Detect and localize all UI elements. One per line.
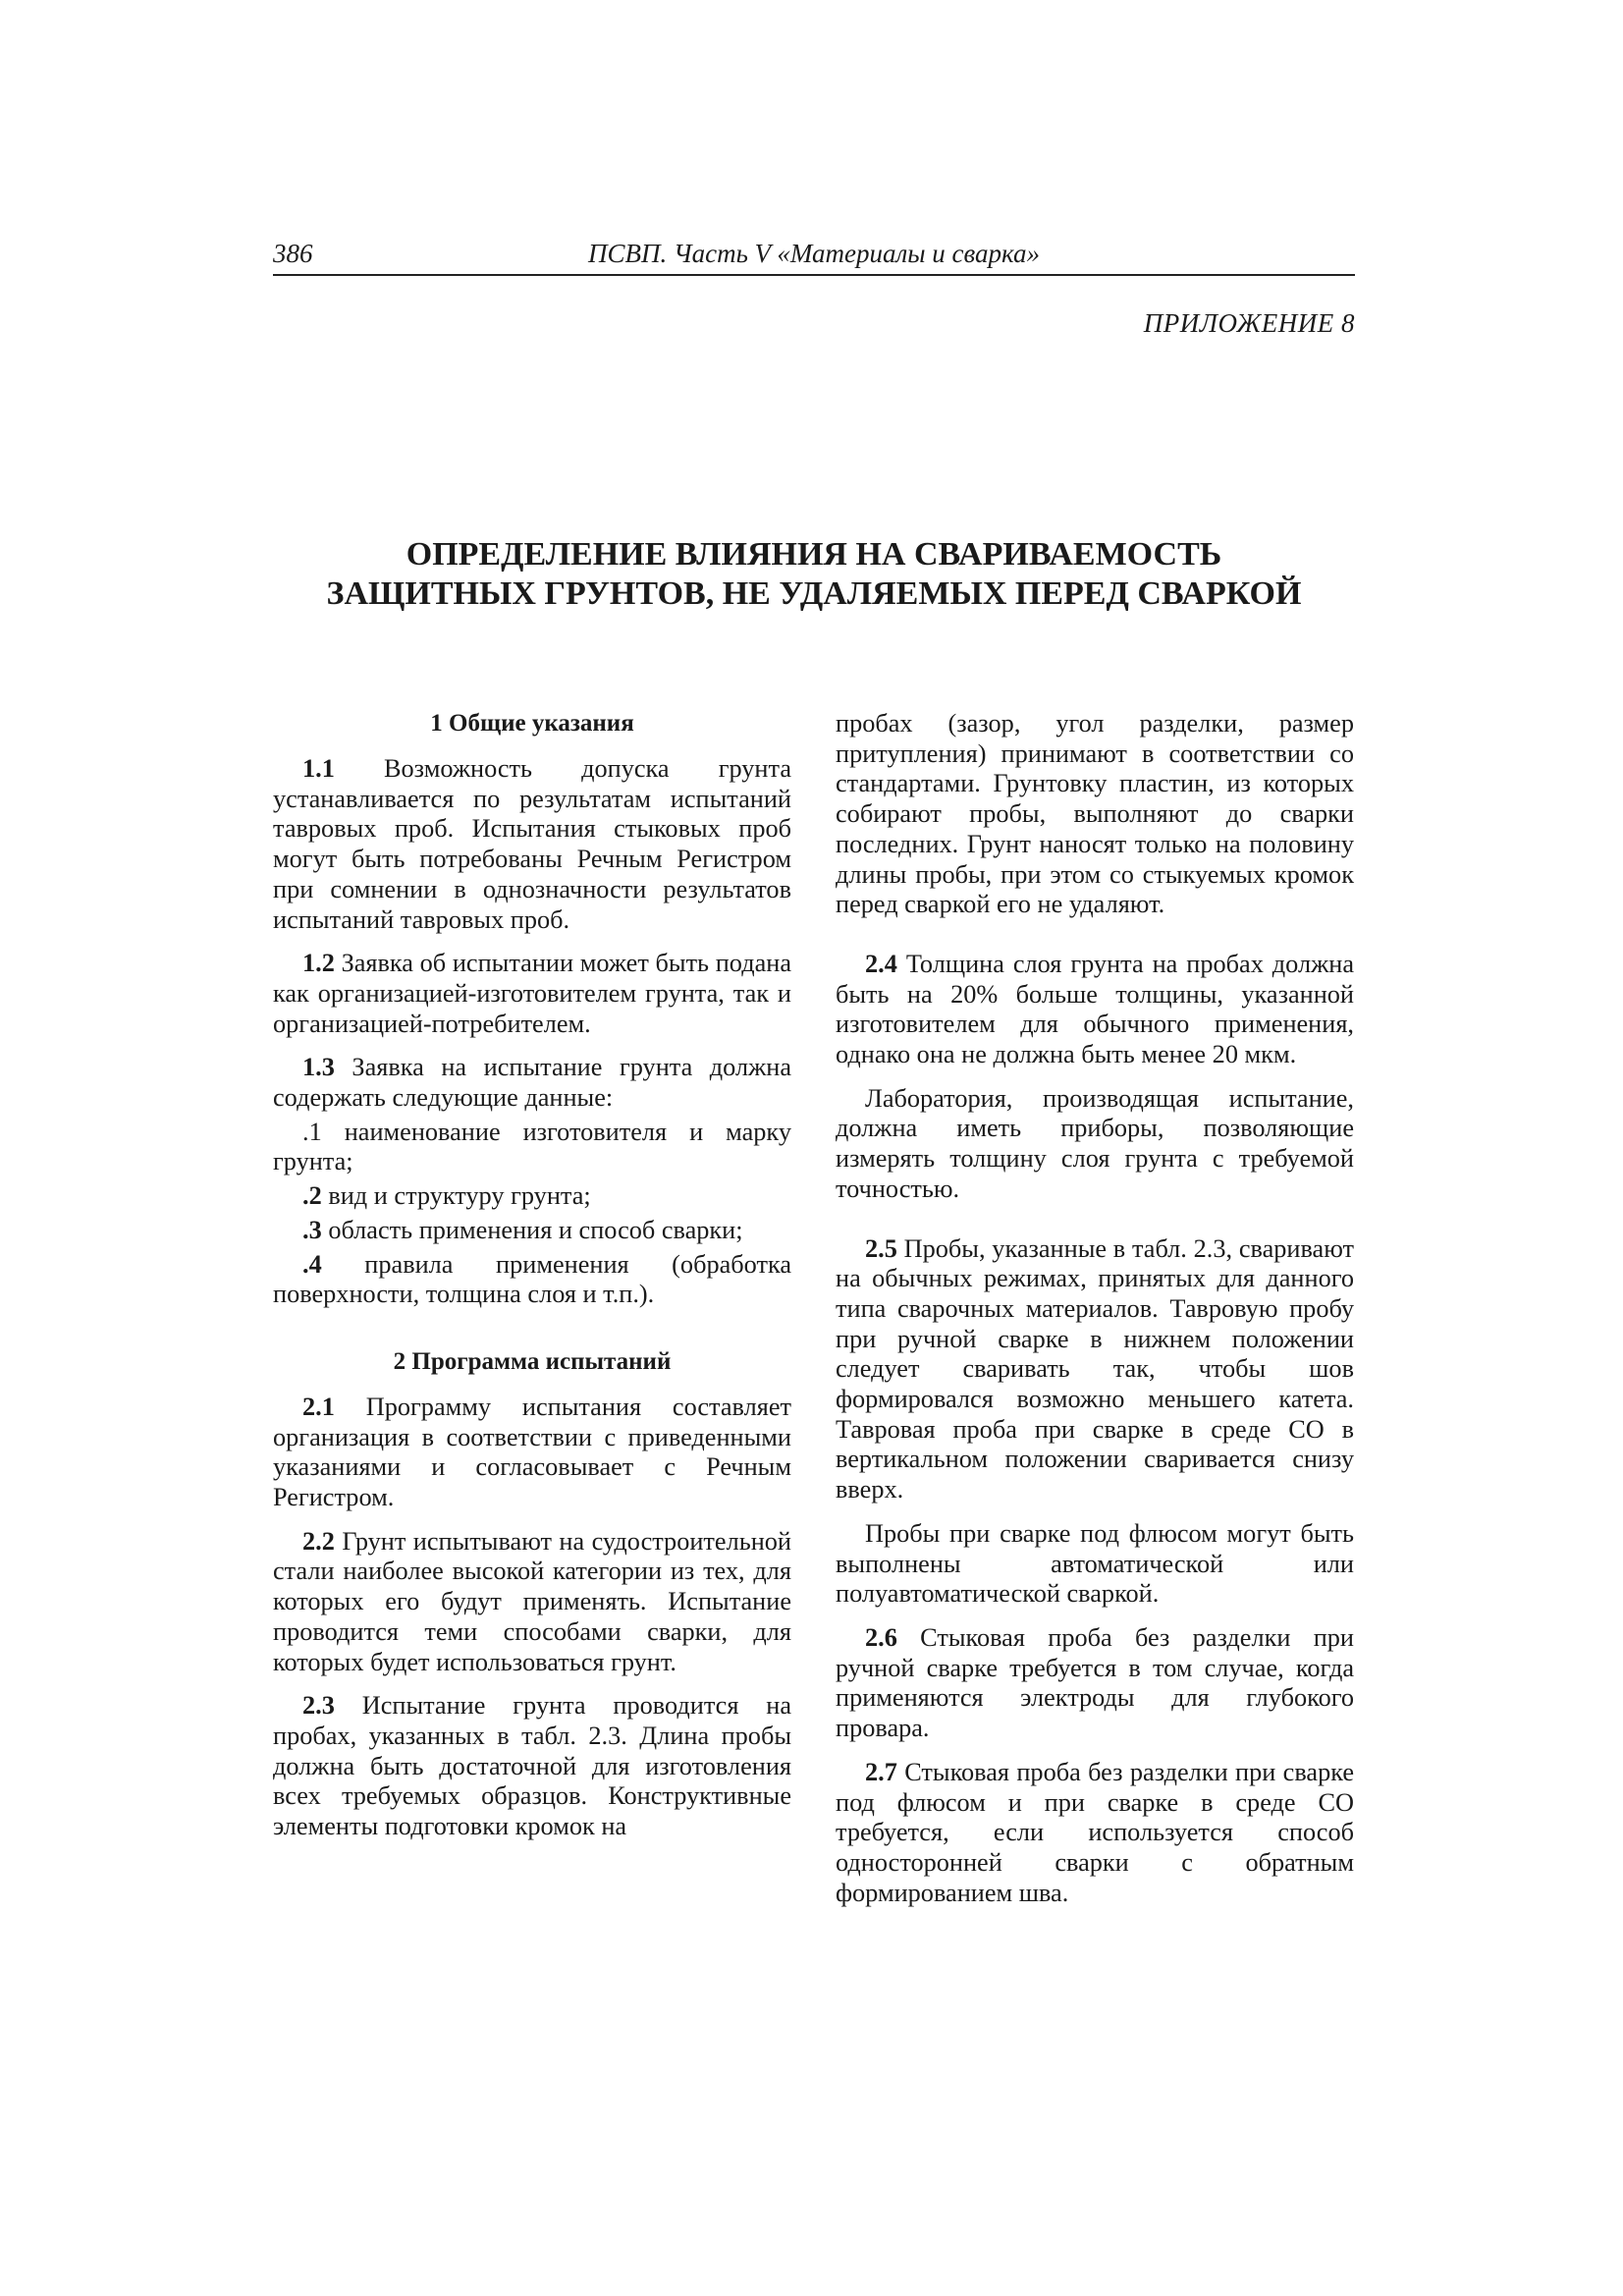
paragraph-number: 2.6 [865, 1622, 897, 1652]
right-column [836, 709, 1354, 1922]
list-item-number: .4 [302, 1249, 322, 1279]
section-1-heading: 1 Общие указания [430, 710, 634, 737]
paragraph-text: Программу испытания составляет организация в соответствии с приведенными указаниями и согласовывает с Речным Регистром. [273, 1392, 791, 1512]
paragraph-text: Толщина слоя грунта на пробах должна быть на 20% больше толщины, указанной изготовителем для обычного применения, однако она не должна быть менее 20 мкм. [836, 949, 1355, 1069]
paragraph-2-7 [836, 1758, 1354, 1909]
paragraph-2-3-continued: пробах (зазор, угол разделки, размер притупления) принимают в соответствии со стандартами. Грунтовку пластин, из которых собирают пробы, выполняют до сварки последних. Грунт наносят только на половину длины пробы, при этом со стыкуемых кромок перед сваркой его не удаляют. [836, 709, 1354, 919]
appendix-label: ПРИЛОЖЕНИЕ 8 [1143, 308, 1355, 338]
title-line-2: ЗАЩИТНЫХ ГРУНТОВ, НЕ УДАЛЯЕМЫХ ПЕРЕД СВАРКОЙ [326, 575, 1302, 612]
paragraph-text: Стыковая проба без разделки при ручной сварке требуется в том случае, когда применяются электроды для глубокого провара. [836, 1622, 1354, 1743]
list-item-number: .1 [302, 1117, 322, 1146]
page-header [273, 239, 1355, 276]
paragraph-2-5 [836, 1234, 1354, 1505]
paragraph-1-2 [273, 949, 791, 1039]
paragraph-text: Возможность допуска грунта устанавливается по результатам испытаний тавровых проб. Испытания стыковых проб могут быть потребованы Речным Регистром при сомнении в однозначности результатов испытаний тавровых проб. [273, 754, 791, 934]
title-line-1: ОПРЕДЕЛЕНИЕ ВЛИЯНИЯ НА СВАРИВАЕМОСТЬ [406, 536, 1222, 573]
paragraph-2-4-lab: Лаборатория, производящая испытание, должна иметь приборы, позволяющие измерять толщину слоя грунта с требуемой точностью. [836, 1083, 1354, 1203]
list-item-text: вид и структуру грунта; [328, 1181, 591, 1211]
paragraph-number: 2.4 [865, 949, 897, 978]
list-item-number: .2 [302, 1181, 322, 1211]
paragraph-text: Заявка на испытание грунта должна содержать следующие данные: [273, 1053, 792, 1113]
paragraph-text: Испытание грунта проводится на пробах, указанных в табл. 2.3. Длина пробы должна быть достаточной для изготовления всех требуемых образцов. Конструктивные элементы подготовки кромок на [273, 1691, 792, 1841]
list-item-number: .3 [302, 1215, 322, 1244]
paragraph-number: 2.7 [865, 1757, 897, 1786]
list-item-2 [273, 1181, 791, 1212]
paragraph-2-6 [836, 1623, 1354, 1744]
paragraph-number: 2.3 [302, 1691, 335, 1721]
paragraph-2-3 [273, 1691, 791, 1842]
paragraph-number: 2.2 [302, 1526, 335, 1556]
paragraph-number: 1.3 [302, 1053, 335, 1082]
list-item-text: наименование изготовителя и марку грунта; [273, 1117, 791, 1176]
paragraph-2-2 [273, 1527, 791, 1678]
left-column [273, 709, 791, 1856]
page-number: 386 [273, 239, 313, 268]
paragraph-text: Заявка об испытании может быть подана как организацией-изготовителем грунта, так и организацией-потребителем. [273, 949, 791, 1038]
paragraph-2-5-flux: Пробы при сварке под флюсом могут быть выполнены автоматической или полуавтоматической сваркой. [836, 1518, 1354, 1609]
paragraph-2-4 [836, 950, 1354, 1070]
list-item-4 [273, 1250, 791, 1310]
paragraph-number: 2.1 [302, 1392, 335, 1421]
running-title: ПСВП. Часть V «Материалы и сварка» [587, 239, 1040, 268]
paragraph-1-3 [273, 1053, 791, 1113]
paragraph-number: 1.2 [302, 949, 335, 978]
paragraph-text: Грунт испытывают на судостроительной стали наиболее высокой категории из тех, для которых его будут применять. Испытание проводится теми способами сварки, для которых будет использоваться грунт. [273, 1526, 792, 1676]
section-2-heading: 2 Программа испытаний [393, 1347, 672, 1375]
paragraph-number: 2.5 [865, 1233, 897, 1263]
paragraph-1-1 [273, 754, 791, 935]
paragraph-text: Стыковая проба без разделки при сварке под флюсом и при сварке в среде СО требуется, если используется способ односторонней сварки с обратным формированием шва. [836, 1757, 1355, 1907]
paragraph-text: Пробы, указанные в табл. 2.3, сваривают на обычных режимах, принятых для данного типа сварочных материалов. Тавровую пробу при ручной сварке в нижнем положении следует сваривать так, чтобы шов формировался возможно меньшего катета. Тавровая проба при сварке в среде СО в вертикальном положении сваривается снизу вверх. [836, 1233, 1354, 1504]
list-item-3 [273, 1216, 791, 1246]
document-title [273, 535, 1355, 614]
paragraph-2-1 [273, 1393, 791, 1513]
paragraph-number: 1.1 [302, 754, 335, 783]
list-item-text: область применения и способ сварки; [328, 1215, 743, 1244]
list-item-text: правила применения (обработка поверхности, толщина слоя и т.п.). [273, 1249, 792, 1309]
list-item-1 [273, 1118, 791, 1177]
